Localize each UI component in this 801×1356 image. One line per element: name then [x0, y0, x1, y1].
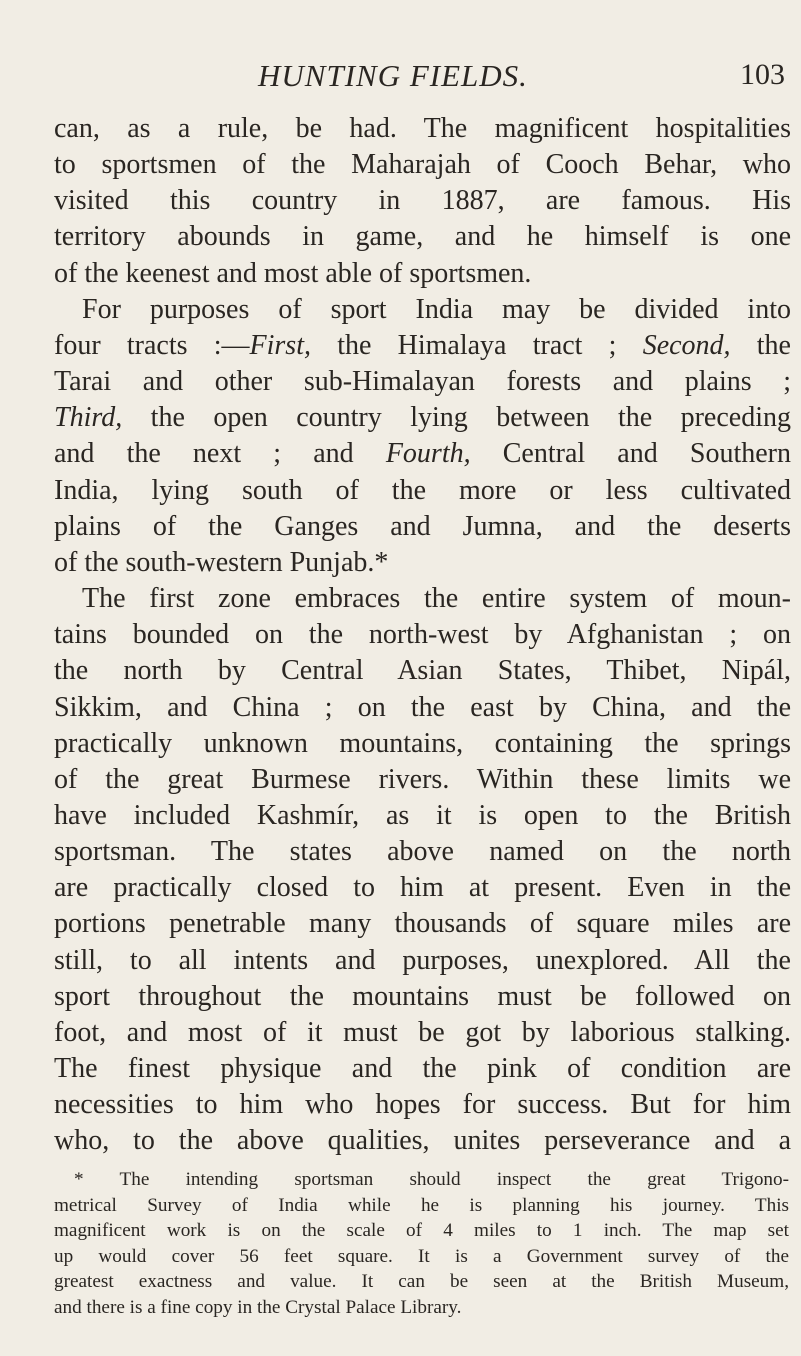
text-fragment: Central and Southern [470, 438, 791, 470]
text-line: have included Kashmír, as it is open to the British [54, 799, 791, 831]
text-line: can, as a rule, be had. The magnificent hospitalities [54, 113, 791, 144]
text-line: tains bounded on the north-west by Afghanistan ; on [54, 619, 791, 651]
text-line: plains of the Ganges and Jumna, and the deserts [54, 510, 791, 542]
page-number: 103 [740, 58, 785, 91]
text-line: Tarai and other sub-Himalayan forests and plains ; [54, 366, 791, 398]
text-fragment: and the next ; and [54, 438, 386, 470]
text-line: to sportsmen of the Maharajah of Cooch Behar, who [54, 149, 791, 181]
emphasis-fourth: Fourth, [385, 438, 471, 470]
text-line [54, 436, 791, 472]
text-line: portions penetrable many thousands of square miles are [54, 908, 791, 940]
emphasis-second: Second, [642, 329, 731, 361]
text-fragment: four tracts :— [54, 329, 250, 361]
text-line: sportsman. The states above named on the north [54, 836, 791, 868]
text-line: Sikkim, and China ; on the east by China, and the [54, 691, 791, 723]
text-line [54, 400, 791, 436]
text-line: The finest physique and the pink of condition are [54, 1053, 791, 1085]
text-line: still, to all intents and purposes, unexplored. All the [54, 944, 791, 976]
running-title: HUNTING FIELDS. [258, 58, 528, 93]
body-text [54, 111, 791, 1160]
text-line: necessities to him who hopes for success. But for him [54, 1089, 791, 1121]
text-line: For purposes of sport India may be divided into [82, 293, 791, 325]
text-line: of the great Burmese rivers. Within these limits we [54, 763, 791, 795]
footnote-line: magnificent work is on the scale of 4 miles to 1 inch. The map set [54, 1220, 789, 1241]
footnote-line: and there is a fine copy in the Crystal Palace Library. [54, 1296, 462, 1318]
text-line: practically unknown mountains, containing the springs [54, 727, 791, 759]
text-line: the north by Central Asian States, Thibet, Nipál, [54, 655, 791, 687]
text-fragment: the open country lying between the preceding [122, 402, 791, 434]
text-line: are practically closed to him at present. Even in the [54, 872, 791, 904]
text-line: visited this country in 1887, are famous. His [54, 185, 791, 217]
footnote-line: * The intending sportsman should inspect the great Trigono- [74, 1169, 789, 1190]
text-line: territory abounds in game, and he himself is one [54, 221, 791, 253]
footnote [54, 1167, 789, 1320]
text-line: sport throughout the mountains must be followed on [54, 980, 791, 1012]
footnote-line: up would cover 56 feet square. It is a Government survey of the [54, 1245, 789, 1267]
footnote-line: greatest exactness and value. It can be seen at the British Museum, [54, 1271, 789, 1292]
text-line: The first zone embraces the entire system of moun- [82, 583, 791, 615]
footnote-line: metrical Survey of India while he is planning his journey. This [54, 1194, 789, 1216]
emphasis-third: Third, [54, 402, 123, 434]
text-fragment: the [730, 329, 791, 361]
emphasis-first: First, [249, 329, 311, 361]
text-line: India, lying south of the more or less cultivated [54, 474, 791, 506]
text-line: who, to the above qualities, unites perseverance and a [54, 1125, 791, 1157]
text-line: foot, and most of it must be got by laborious stalking. [54, 1016, 791, 1048]
text-fragment: the Himalaya tract ; [310, 329, 643, 361]
text-line [54, 328, 791, 364]
text-line: of the keenest and most able of sportsmen. [54, 257, 532, 289]
text-line: of the south-western Punjab.* [54, 546, 389, 578]
